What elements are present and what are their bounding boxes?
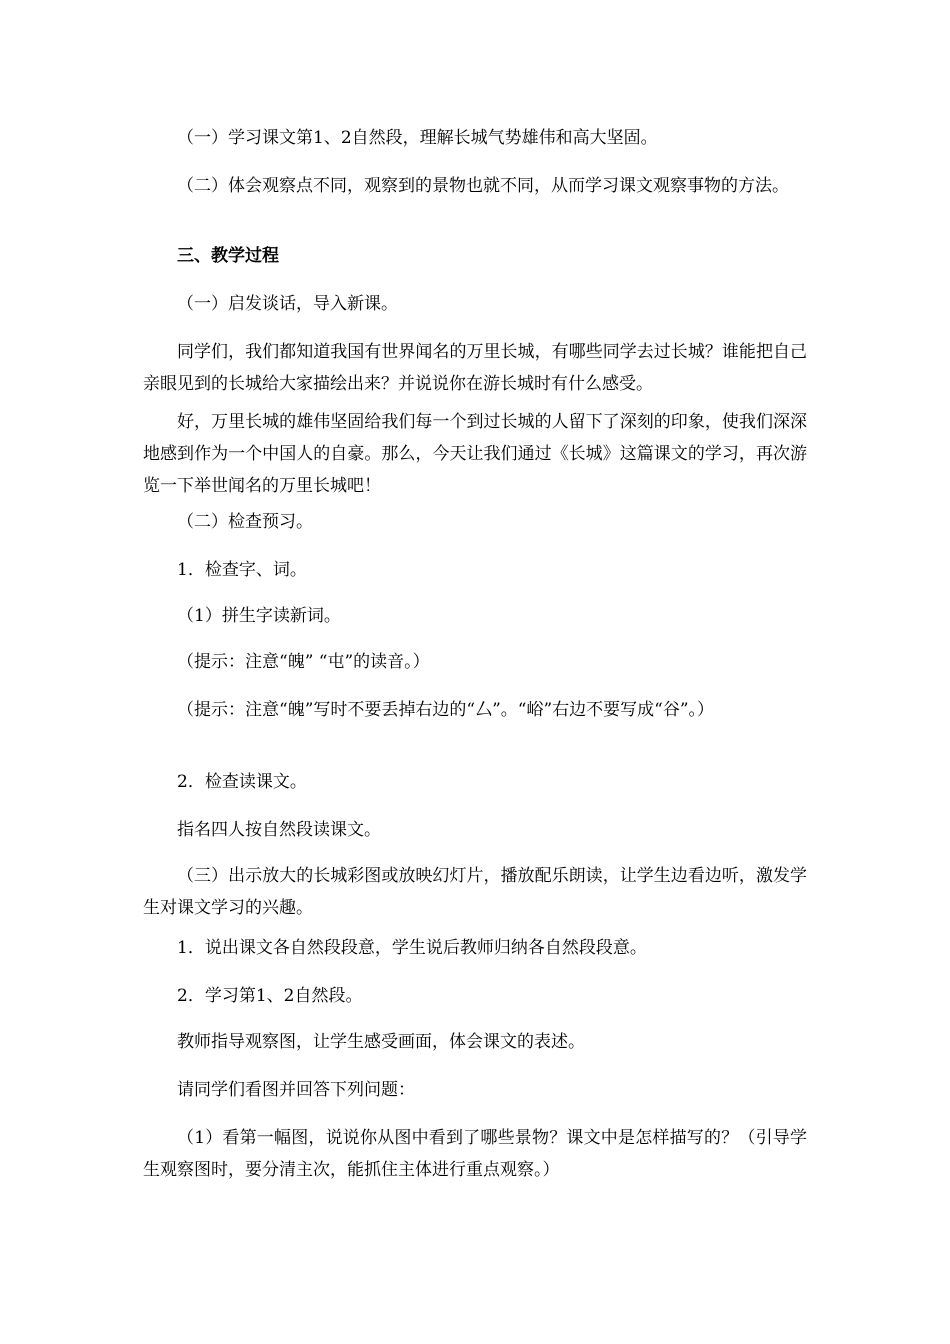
read-new-words: （1）拼生字读新词。 (177, 606, 341, 626)
paragraph-meaning: 1．说出课文各自然段段意，学生说后教师归纳各自然段段意。 (177, 938, 647, 958)
teacher-guide: 教师指导观察图，让学生感受画面，体会课文的表述。 (177, 1032, 585, 1052)
intro-paragraph: 同学们，我们都知道我国有世界闻名的万里长城，有哪些同学去过长城？谁能把自己亲眼见到的长城给大家描绘出来？并说说你在游长城时有什么感受。 (143, 342, 807, 394)
named-reading: 指名四人按自然段读课文。 (177, 820, 381, 840)
intro-paragraph-2: 好，万里长城的雄伟坚固给我们每一个到过长城的人留下了深刻的印象，使我们深深地感到作为一个中国人的自豪。那么，今天让我们通过《长城》这篇课文的学习，再次游览一下举世闻名的万里长城吧！ (143, 412, 807, 496)
hint-writing: （提示：注意“魄”写时不要丢掉右边的“厶”。“峪”右边不要写成“谷”。） (177, 700, 715, 720)
step-2-heading: （二）检查预习。 (177, 512, 313, 532)
check-words: 1．检查字、词。 (177, 560, 307, 580)
hint-pronunciation: （提示：注意“魄” “屯”的读音。） (177, 652, 430, 672)
objective-2: （二）体会观察点不同，观察到的景物也就不同，从而学习课文观察事物的方法。 (177, 176, 789, 196)
study-paragraphs: 2．学习第1、2自然段。 (177, 986, 363, 1006)
question-1: （1）看第一幅图，说说你从图中看到了哪些景物？课文中是怎样描写的？（引导学生观察图时，要分清主次，能抓住主体进行重点观察。） (143, 1128, 807, 1180)
step-3-heading: （三）出示放大的长城彩图或放映幻灯片，播放配乐朗读，让学生边看边听，激发学生对课文学习的兴趣。 (143, 866, 807, 918)
check-reading: 2．检查读课文。 (177, 772, 307, 792)
question-prompt: 请同学们看图并回答下列问题： (177, 1080, 415, 1100)
objective-1: （一）学习课文第1、2自然段，理解长城气势雄伟和高大坚固。 (177, 128, 658, 148)
step-1-heading: （一）启发谈话，导入新课。 (177, 294, 398, 314)
section-heading: 三、教学过程 (177, 246, 279, 266)
